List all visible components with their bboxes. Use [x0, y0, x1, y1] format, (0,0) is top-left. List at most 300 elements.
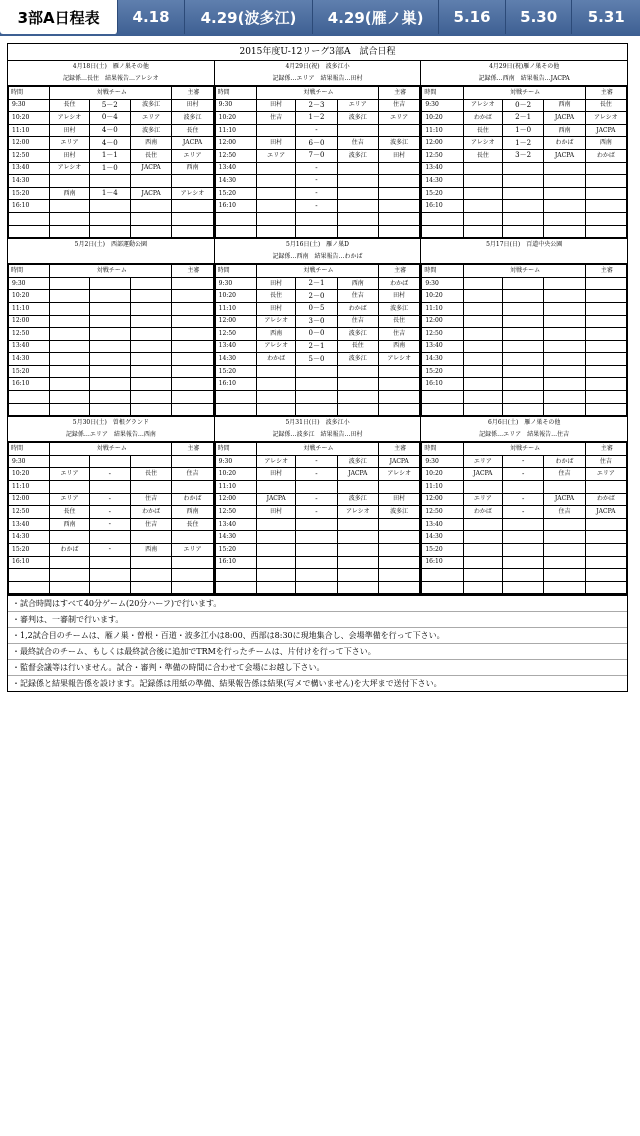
away-team — [337, 124, 378, 137]
home-team — [463, 378, 502, 391]
match-score — [502, 531, 543, 544]
match-score: - — [296, 493, 337, 506]
home-team — [257, 162, 296, 175]
blank-cell — [502, 403, 543, 416]
table-row — [215, 149, 420, 162]
referee-team — [172, 481, 213, 494]
home-team — [257, 481, 296, 494]
schedule-blocks — [8, 61, 627, 595]
home-team — [463, 187, 502, 200]
table-row — [215, 112, 420, 125]
table-row — [215, 340, 420, 353]
referee-team: 波多江 — [378, 506, 419, 519]
referee-team: 波多江 — [378, 137, 419, 150]
home-team — [50, 328, 89, 341]
schedule-block-row — [8, 417, 627, 595]
block-venue-title: 4月29日(祝)雁ノ巣その他 — [489, 63, 560, 70]
blank-cell — [502, 391, 543, 404]
tab-4-29-gannosu[interactable]: 4.29(雁ノ巣) — [313, 0, 439, 34]
match-score: - — [89, 468, 130, 481]
referee-team: アレシオ — [378, 353, 419, 366]
time-header: 時間 — [422, 443, 463, 456]
table-row — [422, 175, 627, 188]
blank-cell — [422, 391, 463, 404]
table-row — [9, 544, 214, 557]
table-row — [215, 455, 420, 468]
referee-team: 西南 — [172, 506, 213, 519]
blank-row — [422, 225, 627, 238]
match-score: - — [89, 518, 130, 531]
match-time: 9:30 — [422, 277, 463, 290]
match-time: 14:30 — [422, 175, 463, 188]
match-score — [502, 175, 543, 188]
home-team: 田村 — [257, 506, 296, 519]
blank-cell — [172, 569, 213, 582]
blank-cell — [89, 403, 130, 416]
blank-cell — [130, 391, 171, 404]
away-team — [544, 302, 585, 315]
blank-cell — [215, 391, 256, 404]
home-team: 長住 — [50, 506, 89, 519]
table-row — [422, 187, 627, 200]
match-time: 16:10 — [215, 378, 256, 391]
away-team: JACPA — [544, 149, 585, 162]
match-score: 4－0 — [89, 137, 130, 150]
referee-header: 主審 — [585, 265, 626, 278]
home-team — [463, 175, 502, 188]
table-row — [9, 162, 214, 175]
blank-cell — [50, 212, 89, 225]
away-team — [130, 365, 171, 378]
match-score — [502, 302, 543, 315]
blank-row — [215, 403, 420, 416]
table-row — [215, 556, 420, 569]
match-score — [502, 328, 543, 341]
match-score — [89, 200, 130, 213]
tab-4-29-hatae[interactable]: 4.29(波多江) — [185, 0, 313, 34]
referee-team — [378, 378, 419, 391]
table-row — [9, 353, 214, 366]
blank-cell — [172, 403, 213, 416]
referee-team — [585, 328, 626, 341]
away-team: 住吉 — [130, 493, 171, 506]
match-time: 11:10 — [422, 481, 463, 494]
away-team — [337, 175, 378, 188]
match-score: - — [89, 544, 130, 557]
referee-team: 西南 — [172, 162, 213, 175]
referee-team — [378, 200, 419, 213]
home-team: エリア — [463, 455, 502, 468]
match-time: 14:30 — [9, 531, 50, 544]
block-staff-assignments: 記録係…エリア 結果報告…住吉 — [421, 429, 627, 442]
referee-team — [585, 340, 626, 353]
teams-header: 対戦チーム — [463, 443, 585, 456]
home-team — [463, 340, 502, 353]
referee-team — [172, 328, 213, 341]
match-time: 15:20 — [422, 365, 463, 378]
match-time: 16:10 — [422, 378, 463, 391]
referee-team — [585, 162, 626, 175]
home-team — [463, 290, 502, 303]
referee-team: 住吉 — [585, 455, 626, 468]
match-time: 15:20 — [215, 187, 256, 200]
match-table — [215, 264, 421, 416]
schedule-sheet — [7, 43, 628, 692]
home-team: アレシオ — [257, 340, 296, 353]
tab-5-16[interactable]: 5.16 — [439, 0, 506, 34]
away-team: エリア — [337, 99, 378, 112]
blank-cell — [130, 581, 171, 594]
home-team — [463, 328, 502, 341]
home-team: わかば — [463, 112, 502, 125]
home-team: 西南 — [50, 187, 89, 200]
away-team: JACPA — [337, 468, 378, 481]
blank-row — [9, 403, 214, 416]
match-time: 10:20 — [422, 112, 463, 125]
match-score — [89, 365, 130, 378]
away-team: エリア — [130, 112, 171, 125]
match-score: 4－0 — [89, 124, 130, 137]
home-team: わかば — [463, 506, 502, 519]
match-table — [421, 86, 627, 238]
home-team: エリア — [257, 149, 296, 162]
away-team — [130, 455, 171, 468]
blank-cell — [502, 225, 543, 238]
match-score: - — [296, 187, 337, 200]
time-header: 時間 — [215, 87, 256, 100]
note-line: ・1,2試合目のチームは、雁ノ巣・曽根・百道・波多江小は8:00、西部は8:30に現地集合し、会場準備を行って下さい。 — [8, 628, 627, 644]
match-time: 12:50 — [215, 328, 256, 341]
away-team — [337, 187, 378, 200]
note-line: ・試合時間はすべて40分ゲーム(20分ハーフ)で行います。 — [8, 596, 627, 612]
match-time: 10:20 — [215, 468, 256, 481]
blank-cell — [89, 225, 130, 238]
referee-team: 長住 — [585, 99, 626, 112]
home-team: 住吉 — [257, 112, 296, 125]
blank-cell — [296, 581, 337, 594]
match-table — [8, 442, 214, 594]
blank-cell — [422, 569, 463, 582]
away-team — [544, 187, 585, 200]
note-line: ・監督会議等は行いません。試合・審判・準備の時間に合わせて会場にお越し下さい。 — [8, 660, 627, 676]
referee-team — [172, 531, 213, 544]
away-team — [337, 481, 378, 494]
tab-5-30[interactable]: 5.30 — [506, 0, 573, 34]
teams-header: 対戦チーム — [257, 265, 379, 278]
match-score — [89, 302, 130, 315]
referee-team: わかば — [378, 277, 419, 290]
match-score: 0－2 — [502, 99, 543, 112]
home-team: わかば — [50, 544, 89, 557]
table-row — [422, 556, 627, 569]
home-team: アレシオ — [50, 162, 89, 175]
match-score: 1－2 — [502, 137, 543, 150]
blank-row — [215, 225, 420, 238]
away-team: 西南 — [544, 99, 585, 112]
table-row — [422, 481, 627, 494]
away-team: わかば — [544, 137, 585, 150]
schedule-block — [215, 61, 422, 238]
blank-cell — [378, 225, 419, 238]
blank-cell — [502, 212, 543, 225]
tab-4-18[interactable]: 4.18 — [118, 0, 185, 34]
blank-cell — [257, 403, 296, 416]
referee-header: 主審 — [378, 87, 419, 100]
home-team: アレシオ — [463, 137, 502, 150]
referee-team: 長住 — [378, 315, 419, 328]
away-team: 住吉 — [544, 506, 585, 519]
away-team: 波多江 — [337, 353, 378, 366]
match-time: 15:20 — [215, 365, 256, 378]
referee-team — [378, 175, 419, 188]
blank-cell — [257, 581, 296, 594]
home-team: わかば — [257, 353, 296, 366]
home-team: 田村 — [50, 124, 89, 137]
referee-team — [585, 556, 626, 569]
table-row — [9, 481, 214, 494]
blank-cell — [463, 391, 502, 404]
tab-schedule[interactable]: 3部A日程表 — [0, 0, 118, 34]
blank-row — [422, 569, 627, 582]
table-row — [9, 315, 214, 328]
table-row — [9, 378, 214, 391]
away-team — [544, 544, 585, 557]
match-time: 12:00 — [422, 493, 463, 506]
away-team: 波多江 — [337, 328, 378, 341]
blank-cell — [130, 212, 171, 225]
table-row — [215, 468, 420, 481]
referee-header: 主審 — [172, 265, 213, 278]
match-time: 15:20 — [422, 187, 463, 200]
blank-cell — [544, 212, 585, 225]
referee-team — [585, 315, 626, 328]
blank-cell — [130, 225, 171, 238]
tab-5-31[interactable]: 5.31 — [587, 8, 625, 26]
table-row — [9, 365, 214, 378]
match-score — [296, 531, 337, 544]
away-team — [544, 175, 585, 188]
table-row — [215, 124, 420, 137]
home-team — [257, 518, 296, 531]
referee-team — [378, 518, 419, 531]
referee-header: 主審 — [172, 443, 213, 456]
home-team: 田村 — [257, 99, 296, 112]
table-row — [422, 455, 627, 468]
table-row — [422, 277, 627, 290]
table-row — [9, 556, 214, 569]
away-team — [130, 290, 171, 303]
referee-team: 長住 — [172, 124, 213, 137]
teams-header: 対戦チーム — [50, 443, 172, 456]
match-score: - — [502, 468, 543, 481]
blank-cell — [257, 391, 296, 404]
home-team — [50, 175, 89, 188]
table-row — [9, 149, 214, 162]
match-time: 12:50 — [9, 506, 50, 519]
away-team — [130, 315, 171, 328]
away-team — [337, 544, 378, 557]
table-row — [9, 277, 214, 290]
blank-cell — [257, 569, 296, 582]
match-time: 12:50 — [422, 328, 463, 341]
home-team — [257, 200, 296, 213]
match-time: 13:40 — [9, 340, 50, 353]
home-team: JACPA — [257, 493, 296, 506]
match-time: 14:30 — [9, 353, 50, 366]
away-team — [544, 481, 585, 494]
away-team — [544, 531, 585, 544]
away-team — [337, 200, 378, 213]
block-venue-title: 5月31日(日) 波多江小 — [285, 419, 350, 427]
blank-cell — [378, 581, 419, 594]
match-time: 16:10 — [9, 200, 50, 213]
match-table — [421, 442, 627, 594]
table-row — [215, 353, 420, 366]
match-time: 12:50 — [422, 149, 463, 162]
home-team — [50, 315, 89, 328]
blank-row — [215, 569, 420, 582]
match-score — [502, 556, 543, 569]
match-score — [296, 556, 337, 569]
match-time: 10:20 — [215, 112, 256, 125]
away-team: 長住 — [130, 149, 171, 162]
home-team — [463, 365, 502, 378]
referee-team — [378, 544, 419, 557]
away-team: わかば — [130, 506, 171, 519]
block-venue-title: 5月17日(日) 百道中央公園 — [486, 241, 563, 249]
match-table — [215, 86, 421, 238]
block-staff-assignments: 記録係…エリア 結果報告…西南 — [8, 429, 214, 442]
match-time: 14:30 — [215, 531, 256, 544]
referee-header: 主審 — [172, 87, 213, 100]
time-header: 時間 — [422, 87, 463, 100]
match-score: - — [296, 200, 337, 213]
match-score — [89, 378, 130, 391]
home-team: 長住 — [50, 99, 89, 112]
table-row — [215, 277, 420, 290]
schedule-block — [215, 239, 422, 416]
away-team — [544, 518, 585, 531]
match-time: 16:10 — [9, 378, 50, 391]
blank-cell — [378, 212, 419, 225]
referee-team: 住吉 — [378, 328, 419, 341]
blank-cell — [9, 225, 50, 238]
away-team: わかば — [337, 302, 378, 315]
table-row — [9, 124, 214, 137]
referee-header: 主審 — [378, 443, 419, 456]
referee-team — [172, 455, 213, 468]
schedule-block-row — [8, 61, 627, 239]
match-time: 14:30 — [9, 175, 50, 188]
table-row — [215, 531, 420, 544]
blank-cell — [337, 581, 378, 594]
blank-row — [215, 581, 420, 594]
schedule-block-row — [8, 239, 627, 417]
home-team: エリア — [50, 137, 89, 150]
match-time: 9:30 — [9, 277, 50, 290]
referee-team: JACPA — [172, 137, 213, 150]
away-team: JACPA — [544, 112, 585, 125]
referee-team — [585, 378, 626, 391]
blank-cell — [296, 212, 337, 225]
match-score — [502, 481, 543, 494]
referee-team — [172, 340, 213, 353]
away-team — [544, 378, 585, 391]
match-time: 13:40 — [422, 518, 463, 531]
home-team — [463, 162, 502, 175]
away-team — [337, 556, 378, 569]
away-team: 波多江 — [337, 149, 378, 162]
match-time: 10:20 — [9, 290, 50, 303]
table-row — [422, 112, 627, 125]
table-row — [215, 506, 420, 519]
match-table — [8, 264, 214, 416]
match-score — [89, 556, 130, 569]
home-team: JACPA — [463, 468, 502, 481]
schedule-block — [8, 239, 215, 416]
blank-cell — [422, 212, 463, 225]
match-time: 9:30 — [215, 455, 256, 468]
match-time: 9:30 — [215, 99, 256, 112]
match-time: 13:40 — [215, 340, 256, 353]
away-team — [544, 353, 585, 366]
away-team — [130, 340, 171, 353]
referee-team: 田村 — [378, 149, 419, 162]
home-team — [463, 277, 502, 290]
referee-team — [172, 378, 213, 391]
table-row — [9, 531, 214, 544]
match-time: 9:30 — [422, 455, 463, 468]
match-score — [89, 315, 130, 328]
match-score — [502, 162, 543, 175]
match-time: 12:00 — [215, 493, 256, 506]
match-time: 12:00 — [215, 137, 256, 150]
blank-cell — [463, 581, 502, 594]
block-staff-assignments: 記録係…西南 結果報告…わかば — [215, 251, 421, 264]
referee-team: 西南 — [378, 340, 419, 353]
blank-cell — [463, 403, 502, 416]
away-team — [544, 200, 585, 213]
home-team — [50, 455, 89, 468]
match-score — [89, 277, 130, 290]
table-row — [422, 162, 627, 175]
table-row — [9, 518, 214, 531]
match-score: 1－4 — [89, 187, 130, 200]
blank-cell — [257, 225, 296, 238]
referee-team — [172, 175, 213, 188]
match-time: 12:50 — [9, 328, 50, 341]
match-time: 11:10 — [9, 302, 50, 315]
match-score: 3－2 — [502, 149, 543, 162]
blank-cell — [89, 569, 130, 582]
blank-cell — [378, 391, 419, 404]
blank-cell — [544, 225, 585, 238]
blank-cell — [544, 403, 585, 416]
away-team: 波多江 — [130, 99, 171, 112]
time-header: 時間 — [422, 265, 463, 278]
table-row — [422, 493, 627, 506]
home-team — [463, 531, 502, 544]
block-staff-assignments: 記録係…エリア 結果報告…田村 — [215, 73, 421, 86]
blank-cell — [422, 581, 463, 594]
blank-cell — [89, 581, 130, 594]
referee-team: わかば — [585, 493, 626, 506]
home-team — [50, 556, 89, 569]
match-time: 12:00 — [422, 137, 463, 150]
match-time: 12:00 — [422, 315, 463, 328]
match-score: - — [502, 506, 543, 519]
away-team — [337, 531, 378, 544]
